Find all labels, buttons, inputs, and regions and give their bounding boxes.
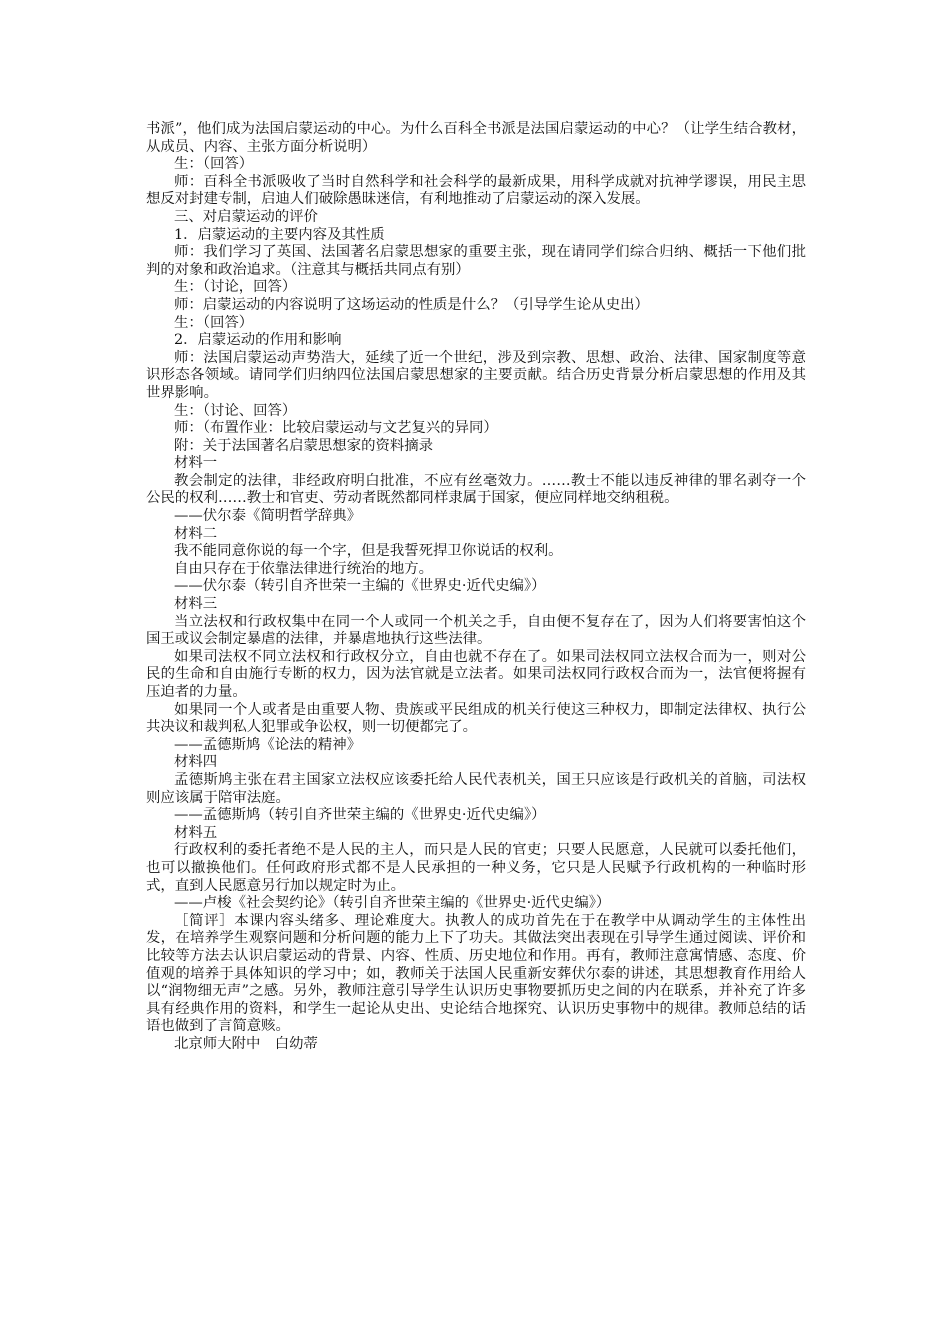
- quote-paragraph: 行政权利的委托者绝不是人民的主人，而只是人民的官吏；只要人民愿意，人民就可以委托他们，也可以撤换他们。任何政府形式都不是人民承担的一种义务，它只是人民赋予行政机构的一种临时形式，直到人民愿意另行加以规定时为止。: [146, 842, 806, 894]
- quote-paragraph: 我不能同意你说的每一个字，但是我誓死捍卫你说话的权利。: [174, 543, 563, 560]
- paragraph: 生：（回答）: [174, 314, 254, 331]
- paragraph: 书派”，他们成为法国启蒙运动的中心。为什么百科全书派是法国启蒙运动的中心？（让学生结合教材，从成员、内容、主张方面分析说明）: [146, 121, 806, 155]
- quote-paragraph: 如果同一个人或者是由重要人物、贵族或平民组成的机关行使这三种权力，即制定法律权、执行公共决议和裁判私人犯罪或争讼权，则一切便都完了。: [146, 701, 806, 736]
- section-heading: 三、对启蒙运动的评价: [174, 208, 318, 225]
- citation: ——孟德斯鸠《论法的精神》: [174, 736, 362, 753]
- citation: ——孟德斯鸠（转引自齐世荣主编的《世界史·近代史编》）: [174, 807, 546, 824]
- document-body: [146, 121, 806, 1053]
- material-label: 材料四: [174, 754, 218, 771]
- quote-paragraph: 自由只存在于依靠法律进行统治的地方。: [174, 560, 434, 577]
- appendix-heading: 附：关于法国著名启蒙思想家的资料摘录: [174, 437, 434, 454]
- paragraph: 生：（讨论，回答）: [174, 279, 297, 296]
- material-label: 材料五: [174, 824, 218, 841]
- citation: ——伏尔泰《简明哲学辞典》: [174, 508, 362, 525]
- paragraph: 生：（讨论、回答）: [174, 402, 297, 419]
- quote-paragraph: 如果司法权不同立法权和行政权分立，自由也就不存在了。如果司法权同立法权合而为一，则对公民的生命和自由施行专断的权力，因为法官就是立法者。如果司法权同行政权合而为一，法官便将握有压迫者的力量。: [146, 648, 806, 700]
- paragraph: 师：我们学习了英国、法国著名启蒙思想家的重要主张，现在请同学们综合归纳、概括一下他们批判的对象和政治追求。（注意其与概括共同点有别）: [146, 244, 806, 278]
- author-signature: 北京师大附中 白幼蒂: [174, 1035, 318, 1052]
- material-label: 材料三: [174, 596, 218, 613]
- commentary-paragraph: ［简评］本课内容头绪多、理论难度大。执教人的成功首先在于在教学中从调动学生的主体性出发，在培养学生观察问题和分析问题的能力上下了功夫。其做法突出表现在引导学生通过阅读、评价和比较等方法去认识启蒙运动的背景、内容、性质、历史地位和作用。再有，教师注意寓情感、态度、价值观的培养于具体知识的学习中；如，教师关于法国人民重新安葬伏尔泰的讲述，其思想教育作用给人以“润物细无声”之感。另外，教师注意引导学生认识历史事物要抓历史之间的内在联系，并补充了许多具有经典作用的资料，和学生一起论从史出、史论结合地探究、认识历史事物中的规律。教师总结的话语也做到了言简意赅。: [146, 912, 806, 1035]
- quote-paragraph: 孟德斯鸠主张在君主国家立法权应该委托给人民代表机关，国王只应该是行政机关的首脑，司法权则应该属于陪审法庭。: [146, 771, 806, 806]
- subsection-heading: 2．启蒙运动的作用和影响: [174, 332, 342, 349]
- paragraph: 师：百科全书派吸收了当时自然科学和社会科学的最新成果，用科学成就对抗神学谬误，用民主思想反对封建专制，启迪人们破除愚昧迷信，有利地推动了启蒙运动的深入发展。: [146, 173, 806, 208]
- subsection-heading: 1．启蒙运动的主要内容及其性质: [174, 226, 385, 243]
- quote-paragraph: 教会制定的法律，非经政府明白批准，不应有丝毫效力。……教士不能以违反神律的罪名剥夺一个公民的权利……教士和官吏、劳动者既然都同样隶属于国家，便应同样地交纳租税。: [146, 472, 806, 507]
- material-label: 材料一: [174, 455, 218, 472]
- paragraph: 师：（布置作业：比较启蒙运动与文艺复兴的异同）: [174, 420, 498, 437]
- citation: ——伏尔泰（转引自齐世荣一主编的《世界史·近代史编》）: [174, 578, 546, 595]
- paragraph: 师：法国启蒙运动声势浩大，延续了近一个世纪，涉及到宗教、思想、政治、法律、国家制度等意识形态各领域。请同学们归纳四位法国启蒙思想家的主要贡献。结合历史背景分析启蒙思想的作用及其世界影响。: [146, 349, 806, 401]
- paragraph: 生：（回答）: [174, 156, 254, 173]
- material-label: 材料二: [174, 525, 218, 542]
- citation: ——卢梭《社会契约论》（转引自齐世荣主编的《世界史·近代史编》）: [174, 895, 611, 912]
- paragraph: 师：启蒙运动的内容说明了这场运动的性质是什么？（引导学生论从史出）: [174, 296, 649, 313]
- quote-paragraph: 当立法权和行政权集中在同一个人或同一个机关之手，自由便不复存在了，因为人们将要害怕这个国王或议会制定暴虐的法律，并暴虐地执行这些法律。: [146, 613, 806, 648]
